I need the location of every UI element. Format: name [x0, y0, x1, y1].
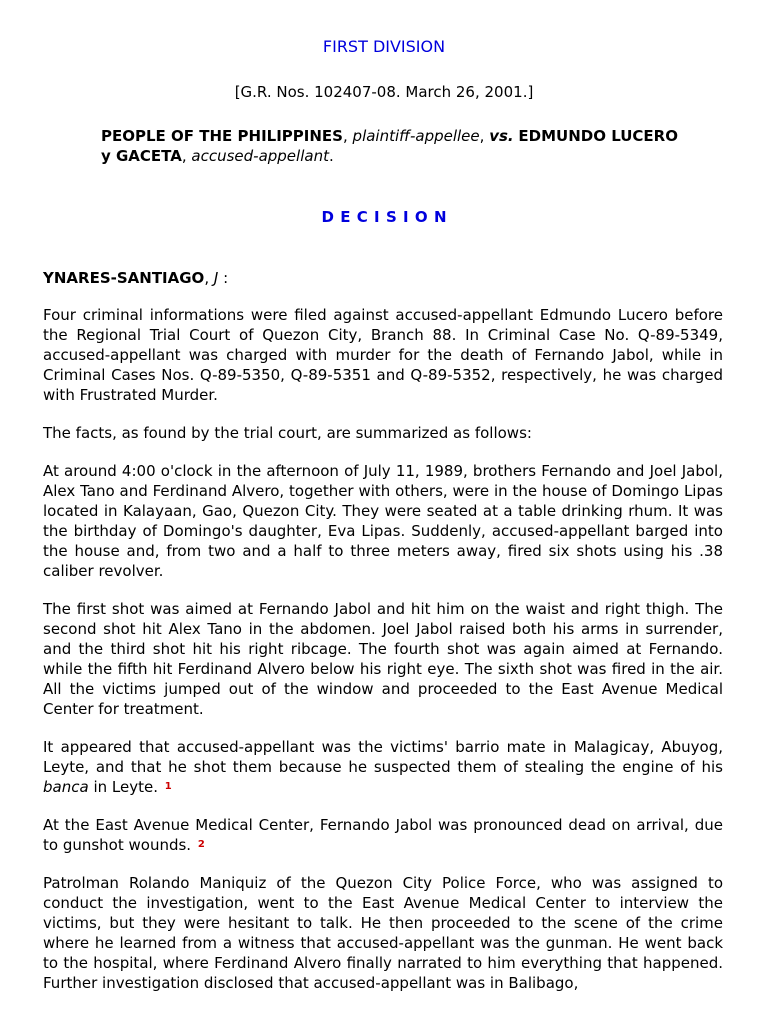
- paragraph: At around 4:00 o'clock in the afternoon of July 11, 1989, brothers Fernando and Joel Jabol, Alex Tano and Ferdinand Alvero, together with others, were in the house of Domingo Lipas located in Kalayaan, Gao, Quezon City. They were seated at a table drinking rhum. It was the birthday of Domingo's daughter, Eva Lipas. Suddenly, accused-appellant barged into the house and, from two and a half to three meters away, fired six shots using his .38 caliber revolver.: [43, 462, 723, 580]
- division-heading: FIRST DIVISION: [322, 37, 446, 56]
- decision-heading: DECISION: [321, 208, 453, 226]
- paragraph: [43, 737, 723, 797]
- footnote-link[interactable]: 1: [164, 781, 172, 792]
- accused-role: accused-appellant: [191, 147, 329, 165]
- separator: ,: [181, 147, 192, 165]
- separator: ,: [342, 127, 353, 145]
- paragraph-text: At the East Avenue Medical Center, Fernando Jabol was pronounced dead on arrival, due to gunshot wounds.: [43, 816, 723, 854]
- ponente-title: J: [213, 269, 219, 287]
- accused-name: EDMUNDO LUCERO y GACETA: [101, 127, 678, 165]
- case-number: [G.R. Nos. 102407-08. March 26, 2001.]: [234, 83, 534, 101]
- paragraph-text: in Leyte.: [88, 778, 158, 796]
- italic-term: banca: [43, 778, 89, 796]
- separator: :: [218, 269, 229, 287]
- footnote-link[interactable]: 2: [197, 839, 205, 850]
- versus-label: vs.: [489, 127, 514, 145]
- plaintiff-role: plaintiff-appellee: [352, 127, 480, 145]
- ponente-name: YNARES-SANTIAGO: [43, 269, 205, 287]
- ponente-line: [43, 268, 228, 288]
- paragraph-text: It appeared that accused-appellant was the victims' barrio mate in Malagicay, Abuyog, Leyte, and that he shot them because he suspected them of stealing the engine of his: [43, 738, 723, 776]
- paragraph: The facts, as found by the trial court, are summarized as follows:: [43, 424, 532, 442]
- plaintiff-name: PEOPLE OF THE PHILIPPINES: [101, 127, 343, 145]
- paragraph: [43, 815, 723, 855]
- separator: ,: [479, 127, 490, 145]
- case-parties: [101, 126, 678, 166]
- paragraph: The first shot was aimed at Fernando Jabol and hit him on the waist and right thigh. The second shot hit Alex Tano in the abdomen. Joel Jabol raised both his arms in surrender, and the third shot hit his right ribcage. The fourth shot was again aimed at Fernando. while the fifth hit Ferdinand Alvero below his right eye. The sixth shot was fired in the air. All the victims jumped out of the window and proceeded to the East Avenue Medical Center for treatment.: [43, 600, 723, 718]
- paragraph: Patrolman Rolando Maniquiz of the Quezon City Police Force, who was assigned to conduct the investigation, went to the East Avenue Medical Center to interview the victims, but they were hesitant to talk. He then proceeded to the scene of the crime where he learned from a witness that accused-appellant was the gunman. He went back to the hospital, where Ferdinand Alvero finally narrated to him everything that happened. Further investigation disclosed that accused-appellant was in Balibago,: [43, 874, 723, 992]
- separator: .: [328, 147, 334, 165]
- separator: ,: [204, 269, 214, 287]
- decision-body: [43, 305, 723, 1011]
- paragraph: Four criminal informations were filed against accused-appellant Edmundo Lucero before the Regional Trial Court of Quezon City, Branch 88. In Criminal Case No. Q-89-5349, accused-appellant was charged with murder for the death of Fernando Jabol, while in Criminal Cases Nos. Q-89-5350, Q-89-5351 and Q-89-5352, respectively, he was charged with Frustrated Murder.: [43, 306, 723, 404]
